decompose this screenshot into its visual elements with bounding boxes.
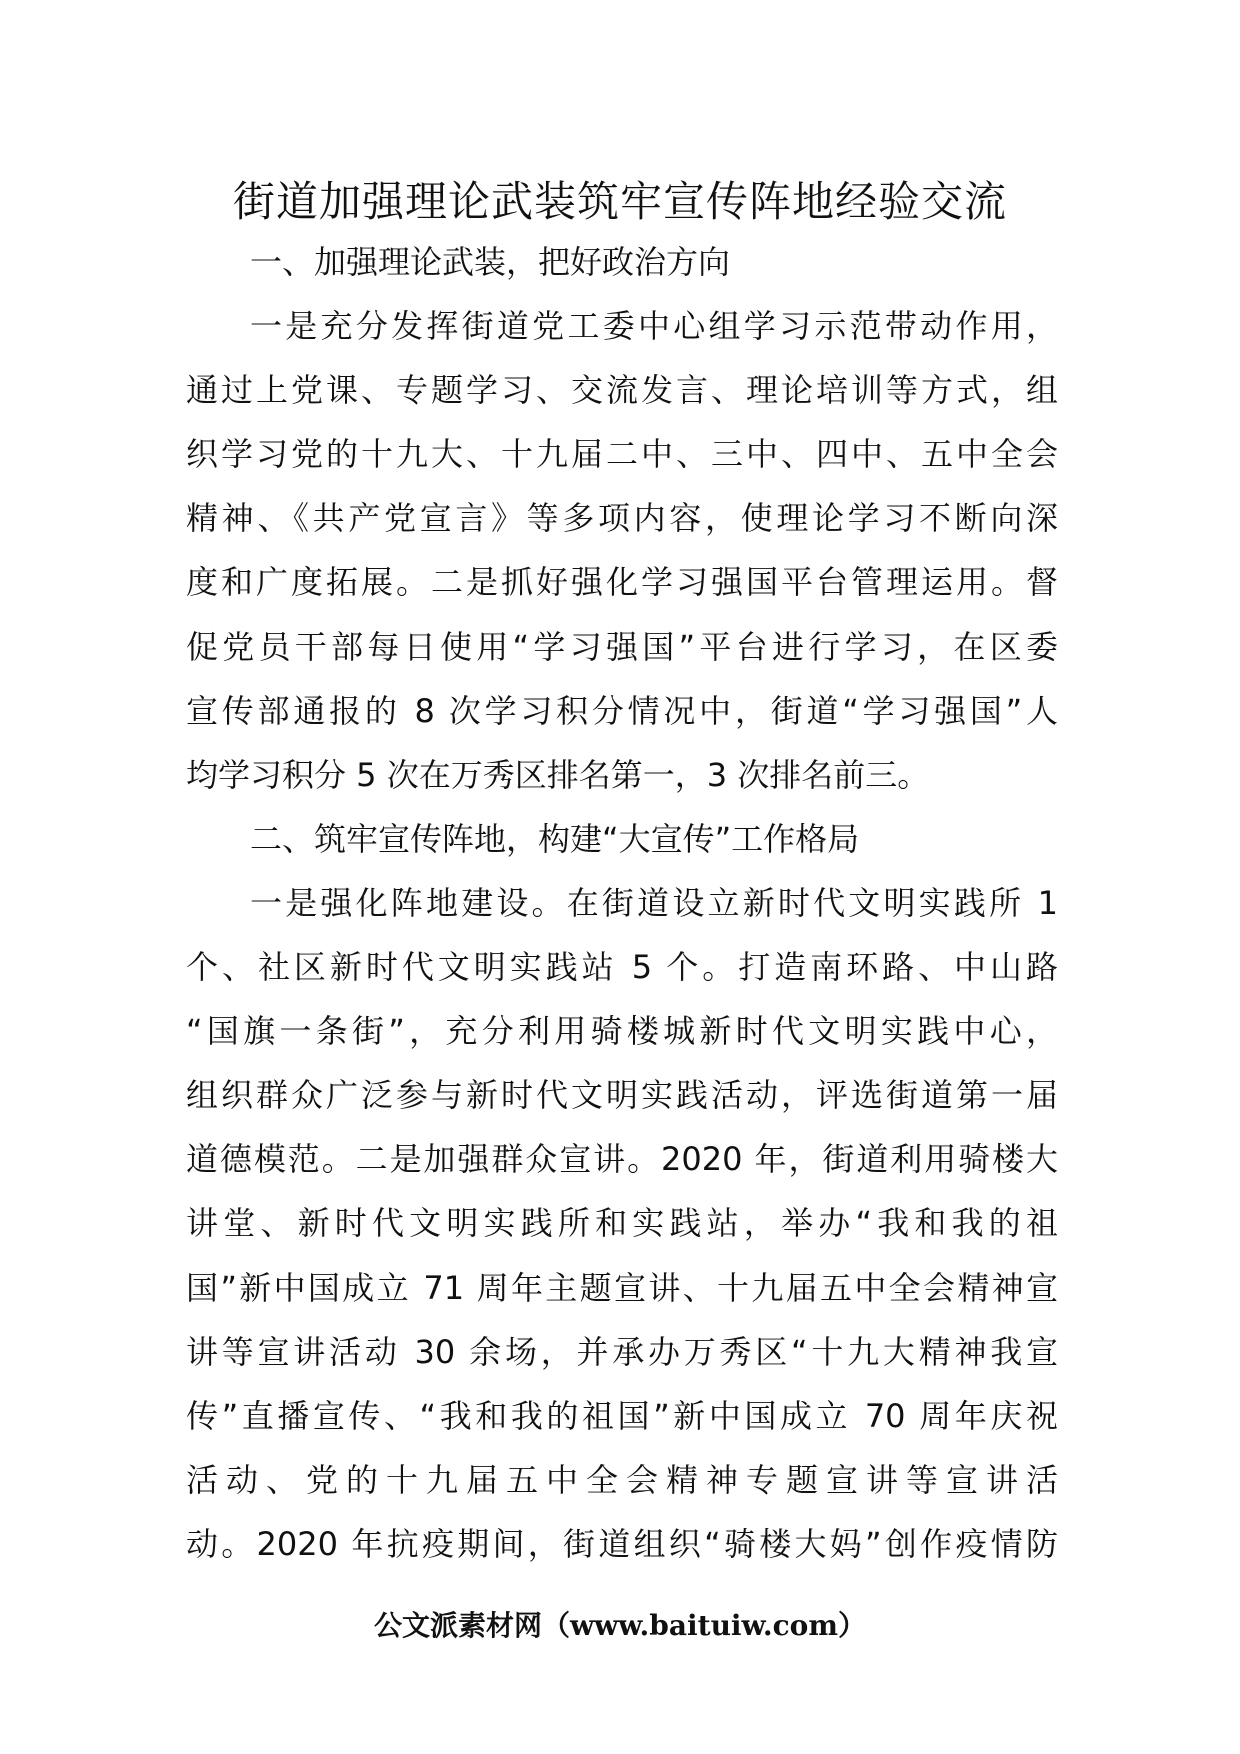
paragraph-line: 精神、《共产党宣言》等多项内容，使理论学习不断向深	[186, 499, 1058, 538]
paragraph-line: 宣传部通报的 8 次学习积分情况中，街道“学习强国”人	[186, 691, 1058, 730]
paragraph-line: 国”新中国成立 71 周年主题宣讲、十九届五中全会精神宣	[186, 1268, 1058, 1307]
section-heading-2: 二、筑牢宣传阵地，构建“大宣传”工作格局	[250, 819, 860, 858]
paragraph-line: 均学习积分 5 次在万秀区排名第一，3 次排名前三。	[186, 755, 930, 794]
source-footer: 公文派素材网（www.baituiw.com）	[374, 1609, 866, 1642]
paragraph-line: 动。2020 年抗疫期间，街道组织“骑楼大妈”创作疫情防	[186, 1524, 1058, 1563]
section-heading-1: 一、加强理论武装，把好政治方向	[250, 243, 731, 281]
paragraph-line: 传”直播宣传、“我和我的祖国”新中国成立 70 周年庆祝	[186, 1396, 1058, 1435]
paragraph-line: 通过上党课、专题学习、交流发言、理论培训等方式，组	[186, 371, 1058, 410]
paragraph-line: 促党员干部每日使用“学习强国”平台进行学习，在区委	[186, 627, 1058, 666]
paragraph-line: 织学习党的十九大、十九届二中、三中、四中、五中全会	[186, 435, 1058, 474]
paragraph-line: 讲等宣讲活动 30 余场，并承办万秀区“十九大精神我宣	[186, 1332, 1058, 1371]
paragraph-line: 一是充分发挥街道党工委中心组学习示范带动作用，	[250, 307, 1058, 346]
paragraph-line: 个、社区新时代文明实践站 5 个。打造南环路、中山路	[186, 948, 1058, 987]
paragraph-line: 一是强化阵地建设。在街道设立新时代文明实践所 1	[250, 883, 1058, 922]
paragraph-line: 组织群众广泛参与新时代文明实践活动，评选街道第一届	[186, 1076, 1058, 1115]
paragraph-line: “国旗一条街”，充分利用骑楼城新时代文明实践中心，	[186, 1012, 1058, 1051]
paragraph-line: 活动、党的十九届五中全会精神专题宣讲等宣讲活	[186, 1460, 1058, 1499]
paragraph-line: 道德模范。二是加强群众宣讲。2020 年，街道利用骑楼大	[186, 1140, 1058, 1179]
document-title: 街道加强理论武装筑牢宣传阵地经验交流	[232, 177, 1007, 226]
paragraph-line: 讲堂、新时代文明实践所和实践站，举办“我和我的祖	[186, 1204, 1058, 1243]
paragraph-line: 度和广度拓展。二是抓好强化学习强国平台管理运用。督	[186, 563, 1058, 602]
document-body	[186, 230, 1058, 1576]
